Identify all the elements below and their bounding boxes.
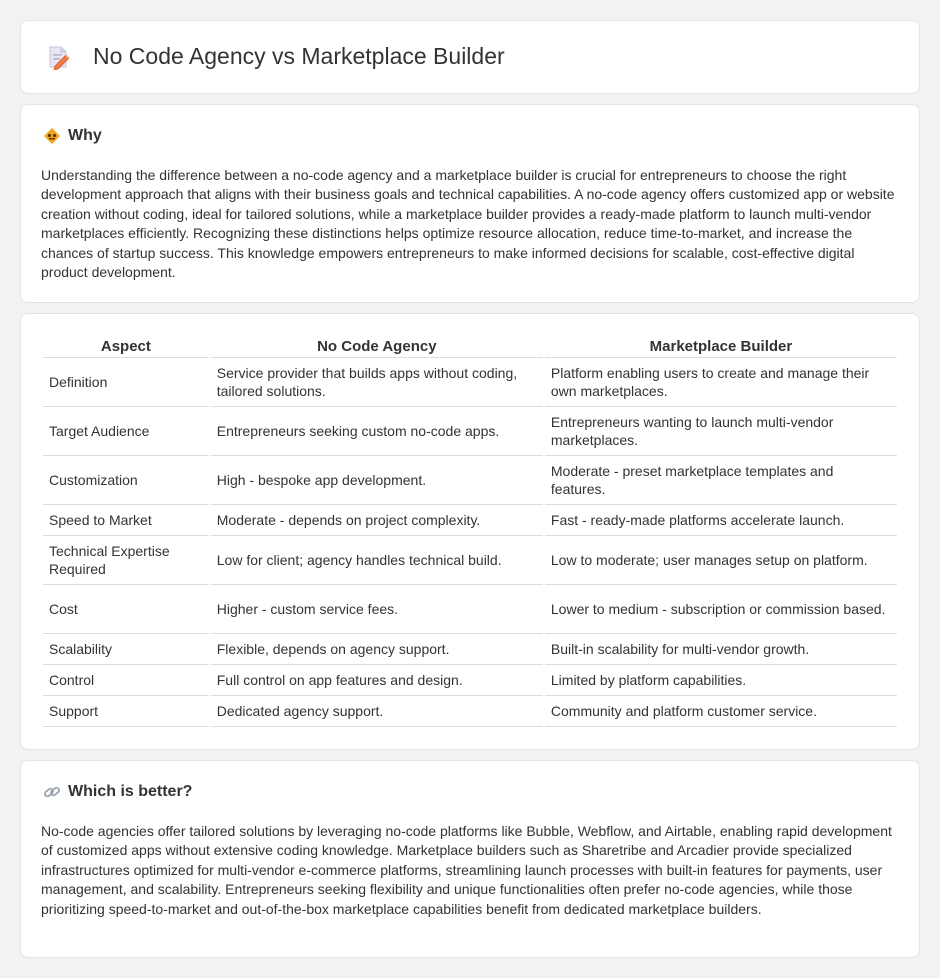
table-row bbox=[43, 585, 897, 634]
cell-agency: Moderate - depends on project complexity. bbox=[211, 505, 543, 536]
cell-agency: Entrepreneurs seeking custom no-code apps. bbox=[211, 407, 543, 456]
header-card bbox=[20, 20, 920, 94]
cell-agency: Higher - custom service fees. bbox=[211, 585, 543, 634]
column-header-aspect: Aspect bbox=[43, 336, 209, 358]
table-row bbox=[43, 536, 897, 585]
lightbulb-icon bbox=[43, 127, 61, 145]
column-header-agency: No Code Agency bbox=[211, 336, 543, 358]
title-row bbox=[45, 43, 505, 70]
table-row bbox=[43, 407, 897, 456]
better-heading bbox=[43, 783, 192, 801]
cell-builder: Entrepreneurs wanting to launch multi-vendor marketplaces. bbox=[545, 407, 897, 456]
comparison-section bbox=[20, 313, 920, 750]
cell-agency: Service provider that builds apps without coding, tailored solutions. bbox=[211, 358, 543, 407]
table-header-row bbox=[43, 336, 897, 358]
why-title: Why bbox=[68, 127, 102, 144]
cell-aspect: Scalability bbox=[43, 634, 209, 665]
which-better-section bbox=[20, 760, 920, 958]
why-heading bbox=[43, 127, 102, 145]
document-edit-icon bbox=[45, 44, 71, 70]
table-row bbox=[43, 505, 897, 536]
table-row bbox=[43, 696, 897, 727]
cell-aspect: Customization bbox=[43, 456, 209, 505]
cell-aspect: Cost bbox=[43, 585, 209, 634]
why-section bbox=[20, 104, 920, 303]
cell-aspect: Definition bbox=[43, 358, 209, 407]
cell-agency: Flexible, depends on agency support. bbox=[211, 634, 543, 665]
why-text: Understanding the difference between a no-code agency and a marketplace builder is crucial for entrepreneurs to choose the right development approach that aligns with their business goals and technical capabilities. A no-code agency offers customized app or website creation without coding, ideal for tailored solutions, while a marketplace builder provides a ready-made platform to launch multi-vendor marketplaces efficiently. Recognizing these distinctions helps optimize resource allocation, reduce time-to-market, and increase the chances of startup success. This knowledge empowers entrepreneurs to make informed decisions for scalable, cost-effective digital product development. bbox=[41, 167, 895, 281]
cell-builder: Built-in scalability for multi-vendor growth. bbox=[545, 634, 897, 665]
cell-agency: Full control on app features and design. bbox=[211, 665, 543, 696]
cell-builder: Community and platform customer service. bbox=[545, 696, 897, 727]
page-title: No Code Agency vs Marketplace Builder bbox=[93, 43, 505, 69]
cell-builder: Moderate - preset marketplace templates and features. bbox=[545, 456, 897, 505]
comparison-table bbox=[41, 336, 899, 727]
cell-aspect: Technical Expertise Required bbox=[43, 536, 209, 585]
cell-aspect: Control bbox=[43, 665, 209, 696]
cell-agency: Dedicated agency support. bbox=[211, 696, 543, 727]
cell-aspect: Speed to Market bbox=[43, 505, 209, 536]
table-row bbox=[43, 665, 897, 696]
link-icon bbox=[43, 783, 61, 801]
table-row bbox=[43, 634, 897, 665]
cell-aspect: Support bbox=[43, 696, 209, 727]
better-text: No-code agencies offer tailored solutions by leveraging no-code platforms like Bubble, Webflow, and Airtable, enabling rapid development of customized apps without extensive coding knowledge. Marketplace builders such as Sharetribe and Arcadier provide specialized infrastructures optimized for multi-vendor e-commerce platforms, streamlining launch processes with built-in features for payments, user management, and scalability. Entrepreneurs seeking flexibility and unique functionalities often prefer no-code agencies, while those prioritizing speed-to-market and out-of-the-box marketplace capabilities benefit from dedicated marketplace builders. bbox=[41, 823, 892, 917]
cell-builder: Limited by platform capabilities. bbox=[545, 665, 897, 696]
table-row bbox=[43, 358, 897, 407]
cell-agency: Low for client; agency handles technical build. bbox=[211, 536, 543, 585]
column-header-builder: Marketplace Builder bbox=[545, 336, 897, 358]
cell-agency: High - bespoke app development. bbox=[211, 456, 543, 505]
better-title: Which is better? bbox=[68, 783, 193, 800]
table-row bbox=[43, 456, 897, 505]
cell-aspect: Target Audience bbox=[43, 407, 209, 456]
cell-builder: Low to moderate; user manages setup on platform. bbox=[545, 536, 897, 585]
cell-builder: Fast - ready-made platforms accelerate launch. bbox=[545, 505, 897, 536]
cell-builder: Platform enabling users to create and manage their own marketplaces. bbox=[545, 358, 897, 407]
cell-builder: Lower to medium - subscription or commission based. bbox=[545, 585, 897, 634]
